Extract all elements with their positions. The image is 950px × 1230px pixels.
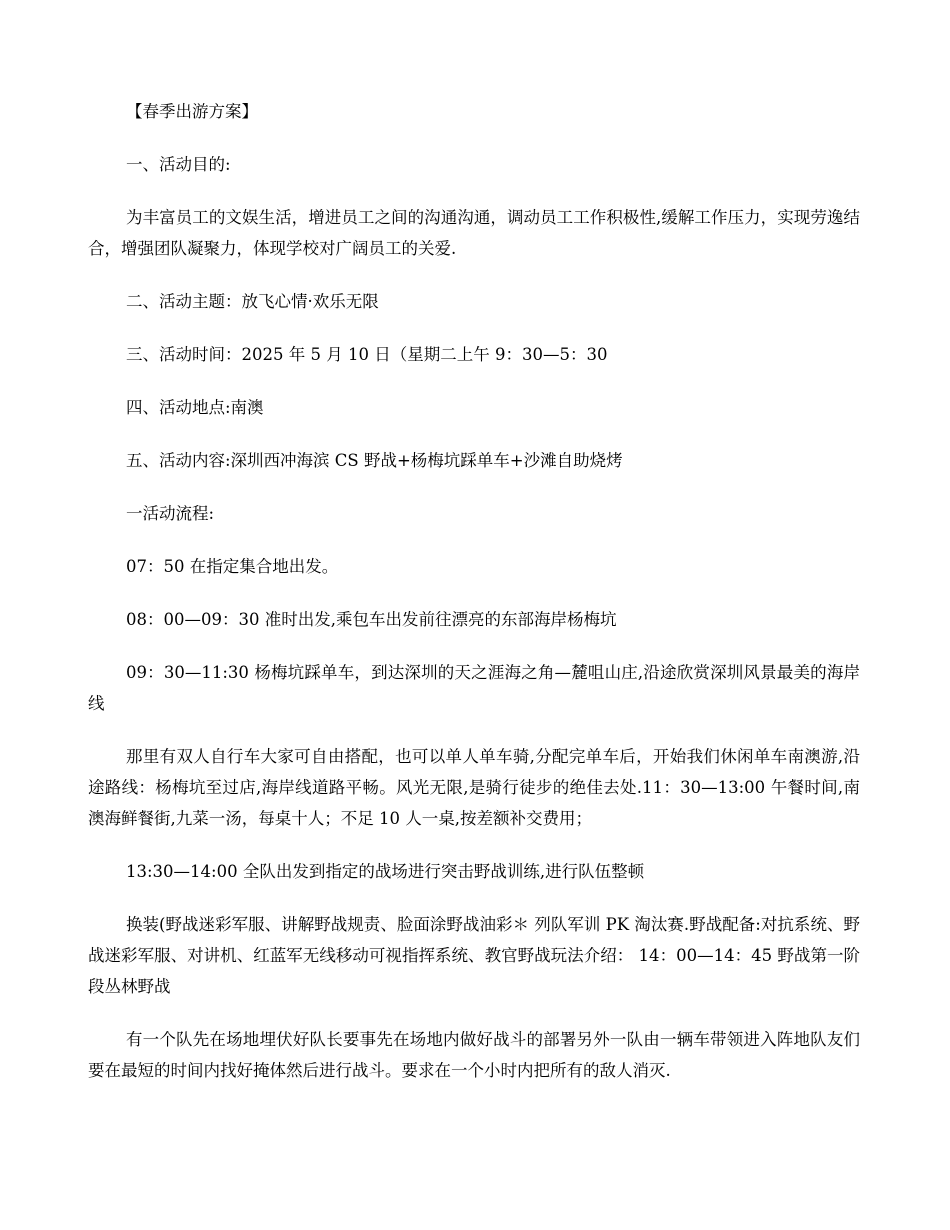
body-paragraph: 有一个队先在场地埋伏好队长要事先在场地内做好战斗的部署另外一队由一辆车带领进入阵地队友们要在最短的时间内找好掩体然后进行战斗。要求在一个小时内把所有的敌人消灭.	[88, 1030, 860, 1080]
section-heading-theme: 二、活动主题：放飞心情·欢乐无限	[126, 292, 379, 311]
schedule-item: 13:30—14:00 全队出发到指定的战场进行突击野战训练,进行队伍整顿	[126, 862, 645, 881]
document-title: 【春季出游方案】	[126, 102, 258, 121]
section-heading-content: 五、活动内容:深圳西冲海滨 CS 野战+杨梅坑踩单车+沙滩自助烧烤	[126, 451, 623, 470]
section-heading-schedule: 一活动流程:	[126, 504, 215, 523]
schedule-item: 07：50 在指定集合地出发。	[126, 557, 339, 576]
purpose-paragraph: 为丰富员工的文娱生活，增进员工之间的沟通沟通，调动员工工作积极性,缓解工作压力，实现劳逸结合，增强团队凝聚力，体现学校对广阔员工的关爱.	[88, 208, 860, 258]
body-paragraph: 那里有双人自行车大家可自由搭配，也可以单人单车骑,分配完单车后，开始我们休闲单车南澳游,沿途路线：杨梅坑至过店,海岸线道路平畅。风光无限,是骑行徒步的绝佳去处.11：30—13:00 午餐时间,南澳海鲜餐街,九菜一汤，每桌十人；不足 10 人一桌,按差额补交费用；	[88, 747, 860, 828]
document-body	[88, 96, 860, 1108]
section-heading-purpose: 一、活动目的:	[126, 155, 231, 174]
schedule-item: 08：00—09：30 准时出发,乘包车出发前往漂亮的东部海岸杨梅坑	[126, 610, 617, 629]
section-heading-location: 四、活动地点:南澳	[126, 398, 264, 417]
section-heading-time: 三、活动时间：2025 年 5 月 10 日（星期二上午 9：30—5：30	[126, 345, 608, 364]
body-paragraph: 换装(野战迷彩军服、讲解野战规责、脸面涂野战油彩＊ 列队军训 PK 淘汰赛.野战配备:对抗系统、野战迷彩军服、对讲机、红蓝军无线移动可视指挥系统、教官野战玩法介绍： 14：00—14：45 野战第一阶段丛林野战	[88, 915, 860, 996]
schedule-item: 09：30—11:30 杨梅坑踩单车，到达深圳的天之涯海之角—麓咀山庄,沿途欣赏深圳风景最美的海岸线	[88, 663, 860, 713]
